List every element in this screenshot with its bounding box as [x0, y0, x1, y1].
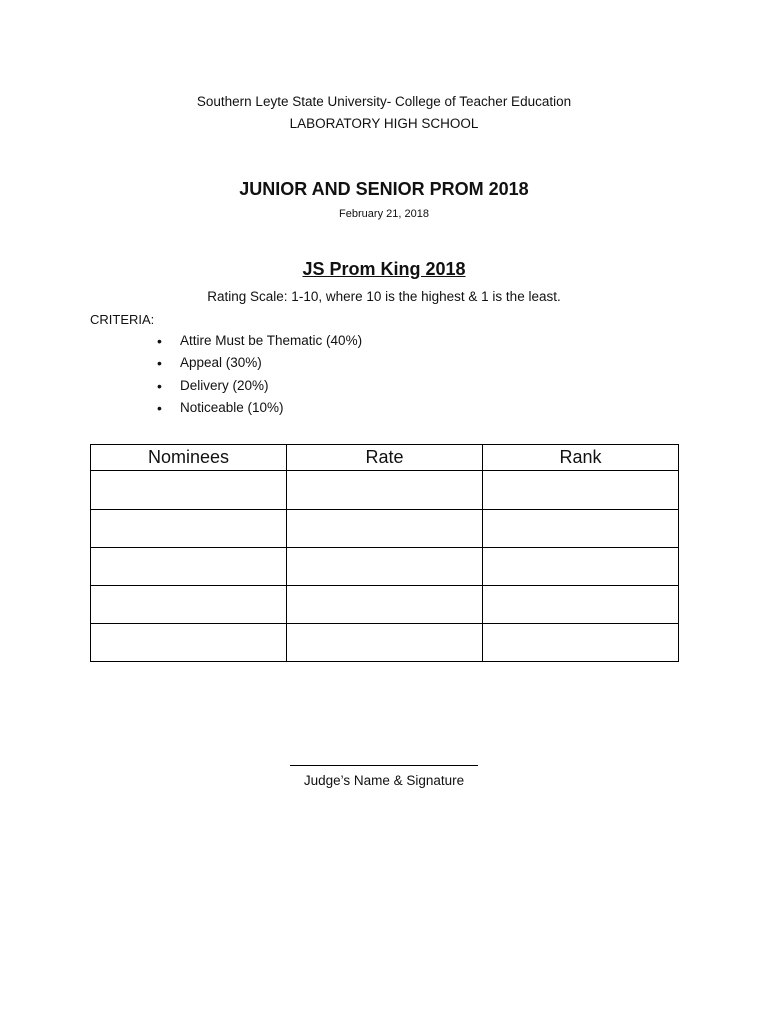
signature-label: Judge’s Name & Signature	[303, 773, 465, 788]
criteria-item: • Noticeable (10%)	[180, 399, 362, 421]
school-unit: LABORATORY HIGH SCHOOL	[289, 116, 479, 131]
criteria-label: CRITERIA:	[90, 312, 155, 327]
rank-cell[interactable]	[483, 510, 679, 548]
table-row	[91, 548, 679, 586]
nominee-cell[interactable]	[91, 624, 287, 662]
nominee-cell[interactable]	[91, 471, 287, 510]
rank-cell[interactable]	[483, 586, 679, 624]
rate-cell[interactable]	[287, 548, 483, 586]
criteria-item: • Attire Must be Thematic (40%)	[180, 332, 362, 354]
column-header-rank: Rank	[483, 445, 679, 471]
column-header-nominees: Nominees	[91, 445, 287, 471]
nominee-cell[interactable]	[91, 586, 287, 624]
table-row	[91, 586, 679, 624]
rank-cell[interactable]	[483, 471, 679, 510]
form-title: JS Prom King 2018	[302, 259, 466, 279]
nominee-cell[interactable]	[91, 510, 287, 548]
school-name: Southern Leyte State University- College of Teacher Education	[196, 94, 572, 109]
event-title: JUNIOR AND SENIOR PROM 2018	[239, 179, 529, 199]
signature-line[interactable]	[290, 765, 478, 766]
rank-cell[interactable]	[483, 624, 679, 662]
event-date: February 21, 2018	[339, 208, 429, 220]
column-header-rate: Rate	[287, 445, 483, 471]
criteria-list	[180, 332, 362, 421]
criteria-item: • Appeal (30%)	[180, 354, 362, 376]
rating-scale: Rating Scale: 1-10, where 10 is the highest & 1 is the least.	[207, 289, 561, 304]
table-header-row	[91, 445, 679, 471]
rank-cell[interactable]	[483, 548, 679, 586]
table-row	[91, 624, 679, 662]
rate-cell[interactable]	[287, 471, 483, 510]
rate-cell[interactable]	[287, 586, 483, 624]
rating-table	[90, 444, 679, 662]
criteria-item: • Delivery (20%)	[180, 377, 362, 399]
table-row	[91, 471, 679, 510]
rate-cell[interactable]	[287, 624, 483, 662]
rate-cell[interactable]	[287, 510, 483, 548]
table-row	[91, 510, 679, 548]
nominee-cell[interactable]	[91, 548, 287, 586]
